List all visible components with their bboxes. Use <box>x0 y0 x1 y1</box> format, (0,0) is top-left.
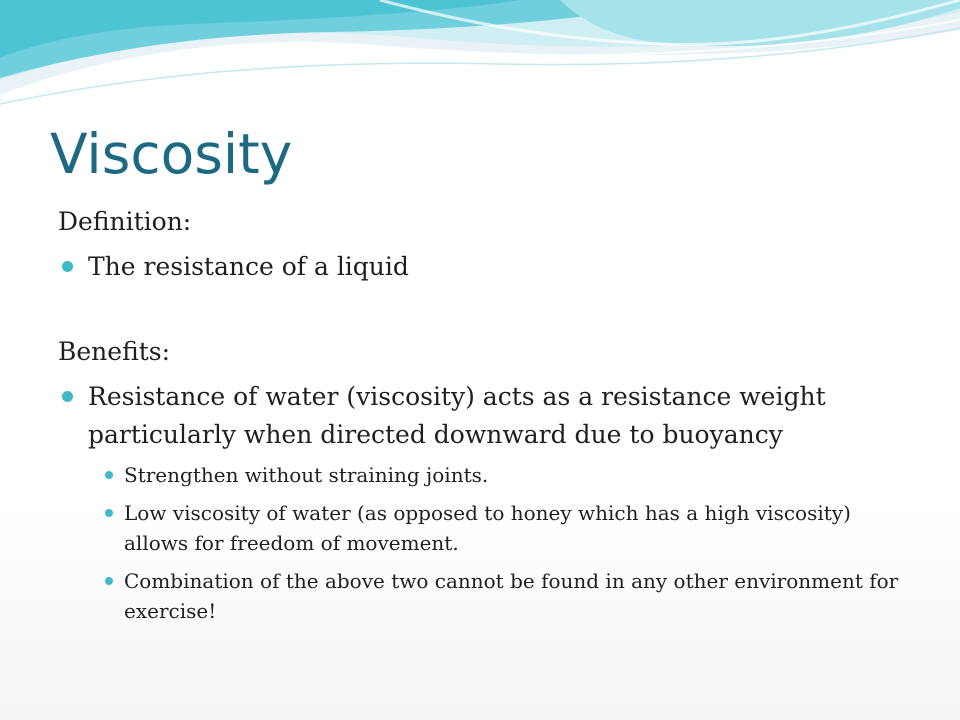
sub-bullet-dot-icon <box>105 471 113 479</box>
wave-decoration <box>0 0 960 120</box>
definition-bullet <box>58 248 918 286</box>
sub-bullet <box>124 460 918 490</box>
benefits-bullet-text: Resistance of water (viscosity) acts as a resistance weight particularly when directed downward due to buoyancy <box>88 382 826 449</box>
bullet-dot-icon <box>62 261 73 272</box>
sub-bullet-text: Combination of the above two cannot be found in any other environment for exercise! <box>124 569 899 623</box>
bullet-dot-icon <box>62 391 73 402</box>
spacer <box>58 292 918 335</box>
slide-body <box>58 205 918 634</box>
definition-bullet-text: The resistance of a liquid <box>88 252 409 281</box>
sub-bullet-dot-icon <box>105 509 113 517</box>
sub-bullet-dot-icon <box>105 577 113 585</box>
sub-bullet <box>124 498 918 558</box>
sub-bullet-text: Strengthen without straining joints. <box>124 463 489 487</box>
sub-bullet-text: Low viscosity of water (as opposed to honey which has a high viscosity) allows for freedom of movement. <box>124 501 851 555</box>
definition-heading: Definition: <box>58 207 192 236</box>
slide-title: Viscosity <box>50 122 293 186</box>
benefits-heading: Benefits: <box>58 337 171 366</box>
sub-bullet <box>124 566 918 626</box>
benefits-bullet <box>58 378 918 454</box>
